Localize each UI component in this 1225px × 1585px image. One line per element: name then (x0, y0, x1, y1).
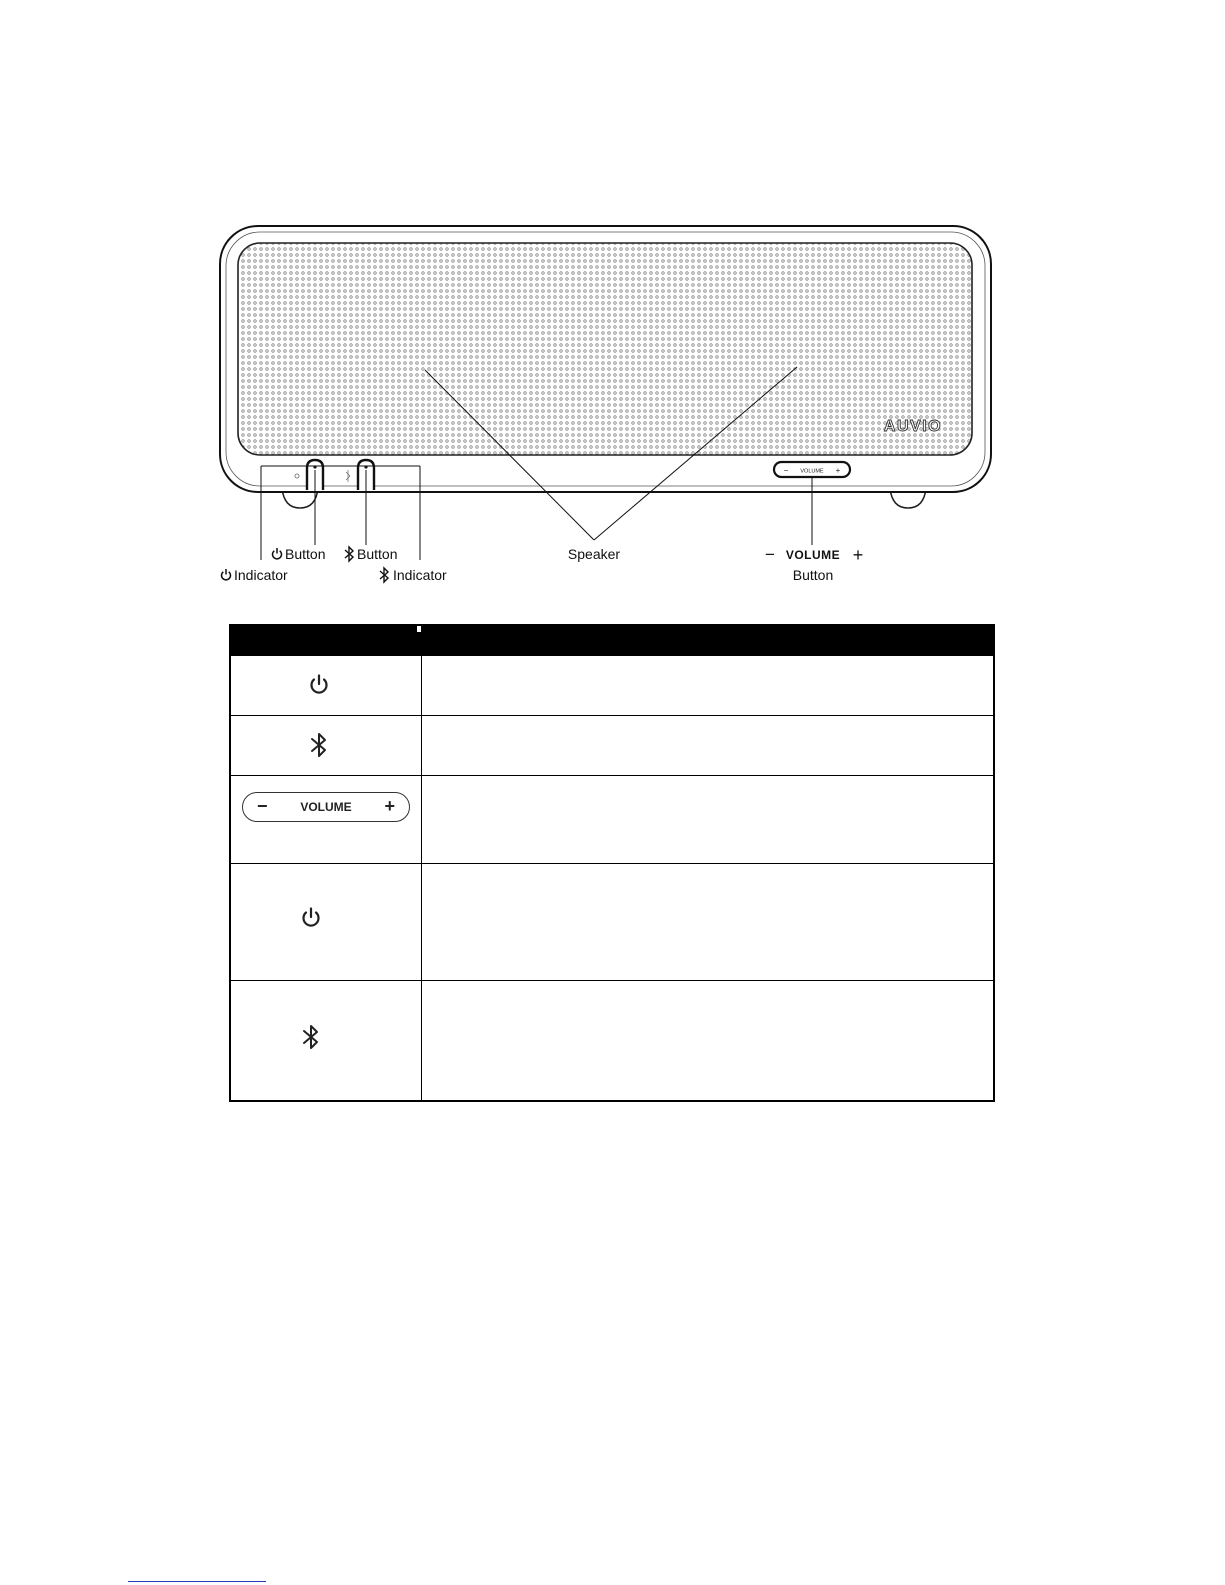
svg-text:Button: Button (357, 546, 398, 562)
power-icon (307, 673, 331, 697)
speaker-label: Speaker (567, 546, 621, 562)
icon-cell (231, 656, 422, 715)
volume-text-label: VOLUME (785, 548, 841, 562)
volume-pill-icon (242, 792, 410, 822)
header-divider (417, 626, 421, 632)
bluetooth-button-label (345, 546, 397, 562)
description-cell (422, 981, 993, 1100)
volume-minus-label: − (765, 545, 775, 564)
table-row (231, 656, 993, 716)
brand-logo: AUVIO (883, 418, 943, 435)
svg-text:+: + (835, 466, 841, 475)
description-cell (422, 656, 993, 715)
bluetooth-icon (345, 547, 353, 561)
svg-text:−: − (783, 466, 789, 475)
svg-text:Button: Button (285, 546, 326, 562)
volume-plus-symbol: + (384, 796, 395, 816)
volume-button[interactable] (774, 462, 850, 477)
volume-button-caption: Button (792, 567, 834, 583)
table-row (231, 716, 993, 776)
volume-minus-symbol: − (257, 796, 268, 816)
controls-table (229, 624, 995, 1102)
svg-text:VOLUME: VOLUME (800, 468, 824, 475)
volume-plus-label: + (852, 545, 864, 565)
volume-pill-text: VOLUME (300, 799, 352, 814)
speaker-grille (238, 243, 972, 455)
description-cell (422, 716, 993, 775)
power-indicator-label (222, 567, 289, 583)
speaker-front-diagram (0, 0, 1225, 620)
power-icon (299, 906, 323, 930)
icon-cell (231, 864, 422, 980)
description-cell (422, 864, 993, 980)
icon-cell (231, 981, 422, 1100)
bluetooth-indicator-label (380, 567, 447, 583)
bluetooth-icon (309, 731, 329, 759)
table-row (231, 981, 993, 1100)
svg-text:Indicator: Indicator (393, 567, 447, 583)
table-header (231, 626, 993, 656)
bluetooth-icon (301, 1023, 321, 1051)
volume-button-label (765, 545, 863, 583)
bluetooth-icon (380, 568, 388, 582)
power-icon (273, 548, 282, 559)
icon-cell (231, 776, 422, 863)
power-icon (222, 569, 231, 580)
table-row (231, 864, 993, 981)
icon-cell (231, 716, 422, 775)
description-cell (422, 776, 993, 863)
svg-text:Indicator: Indicator (234, 567, 288, 583)
table-row (231, 776, 993, 864)
footnote-separator (128, 1581, 266, 1582)
power-button-label (273, 546, 326, 562)
